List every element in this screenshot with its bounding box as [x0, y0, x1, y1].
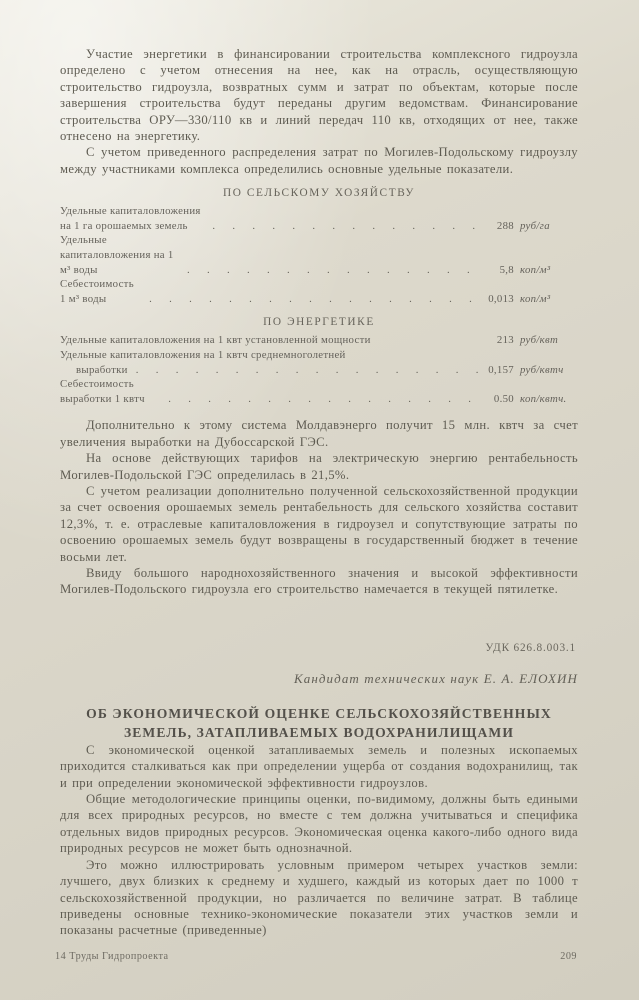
spec-value: 5,8	[499, 263, 514, 276]
paragraph-conclusion: Ввиду большого народнохозяйственного значения и высокой эффективности Могилев-Подольского гидроузла его строительство намечается в текущей пятилетке.	[60, 566, 578, 597]
spec-unit: коп/м³	[520, 263, 551, 276]
dot-leader	[149, 292, 480, 307]
spec-value: 288	[496, 219, 514, 232]
dot-leader	[168, 392, 480, 407]
spec-value: 0.50	[493, 392, 514, 405]
spec-label-continuation: выработки	[76, 363, 128, 376]
dot-leader	[136, 363, 480, 378]
section-heading-energy: ПО ЭНЕРГЕТИКЕ	[263, 316, 375, 329]
spec-row	[60, 333, 578, 348]
paragraph-tariffs: На основе действующих тарифов на электрическую энергию рентабельность Могилев-Подольской ГЭС определилась в 21,5%.	[60, 451, 578, 482]
udk-number: УДК 626.8.003.1	[485, 641, 576, 654]
spec-row	[60, 204, 578, 233]
agriculture-indicator-list	[60, 204, 578, 306]
spec-label: Себестоимость выработки 1 квтч	[60, 378, 145, 405]
paragraph-cost-distribution: С учетом приведенного распределения затрат по Могилев-Подольскому гидроузлу между участниками комплекса определились основные удельные показатели.	[60, 145, 578, 176]
spec-label: Удельные капиталовложения на 1 квт установленной мощности	[60, 334, 371, 347]
page-footer	[55, 951, 577, 962]
spec-unit: руб/квт	[520, 334, 559, 347]
section-heading-agriculture: ПО СЕЛЬСКОМУ ХОЗЯЙСТВУ	[222, 187, 416, 200]
spec-label: Удельные капиталовложения на 1 квтч среднемноголетней	[60, 349, 346, 361]
page-number: 209	[560, 951, 577, 962]
dot-leader	[187, 263, 480, 278]
paragraph-example: Это можно иллюстрировать условным примером четырех участков земли: лучшего, двух близких к среднему и худшего, каждый из которых дает по 1000 т сельскохозяйственной продукции, но различается по величине затрат. В таблице приведены основные технико-экономические показатели этих участков земли и показаны расчетные (приведенные)	[60, 857, 578, 938]
article-title-line1: ОБ ЭКОНОМИЧЕСКОЙ ОЦЕНКЕ СЕЛЬСКОХОЗЯЙСТВЕННЫХ	[86, 705, 552, 721]
paragraph-financing: Участие энергетики в финансировании строительства комплексного гидроузла определено с учетом отнесения на нее, как на отрасль, осуществляющую строительство гидроузла, возвратных сумм и затрат по объектам, которые после завершения строительства будут переданы другим ведомствам. Финансирование строительства ОРУ—330/110 кв и линий передач 110 кв, отходящих от нее, также отнесено на энергетику.	[60, 47, 578, 144]
article-title	[60, 704, 578, 742]
spec-label: Себестоимость 1 м³ воды	[60, 278, 134, 305]
spec-label: Удельные капиталовложения на 1 м³ воды	[60, 234, 174, 276]
spec-unit: руб/квтч	[520, 363, 564, 376]
paragraph-moldavenergo: Дополнительно к этому система Молдавэнерго получит 15 млн. квтч за счет увеличения выработки на Дубоссарской ГЭС.	[60, 418, 578, 449]
spec-unit: коп/м³	[520, 292, 551, 305]
paragraph-methodology: Общие методологические принципы оценки, по-видимому, должны быть едиными для всех природных ресурсов, но вместе с тем должна учитываться и специфика отдельных видов природных ресурсов. Экономическая оценка какого-либо одного вида природных ресурсов не может быть однозначной.	[60, 792, 578, 856]
spec-row	[60, 277, 578, 306]
spec-value: 0,157	[488, 363, 514, 376]
spec-unit: руб/га	[520, 219, 550, 232]
spec-row	[60, 348, 578, 377]
spec-row	[60, 233, 578, 277]
spec-value: 213	[496, 334, 514, 347]
article-title-line2: ЗЕМЕЛЬ, ЗАТАПЛИВАЕМЫХ ВОДОХРАНИЛИЩАМИ	[123, 724, 515, 740]
spec-row	[60, 377, 578, 406]
article-header	[60, 642, 578, 742]
spec-unit: коп/квтч.	[520, 392, 567, 405]
author-line: Кандидат технических наук Е. А. ЕЛОХИН	[293, 670, 578, 686]
spec-label: Удельные капиталовложения на 1 га орошаемых земель	[60, 205, 201, 232]
signature-mark: 14 Труды Гидропроекта	[55, 951, 169, 962]
paragraph-profitability: С учетом реализации дополнительно полученной сельскохозяйственной продукции за счет освоения орошаемых земель рентабельность для сельского хозяйства составит 12,3%, т. е. отраслевые капиталовложения в гидроузел и сопутствующие затраты по освоению орошаемых земель будут возвращены в государственный бюджет в течение восьми лет.	[60, 484, 578, 564]
spec-value: 0,013	[488, 292, 514, 305]
dot-leader	[212, 219, 480, 234]
energy-indicator-list	[60, 333, 578, 406]
paragraph-economic-assessment: С экономической оценкой затапливаемых земель и полезных ископаемых приходится сталкиваться как при определении ущерба от создания водохранилищ, так и при определении экономической эффективности гидроузлов.	[60, 742, 578, 790]
